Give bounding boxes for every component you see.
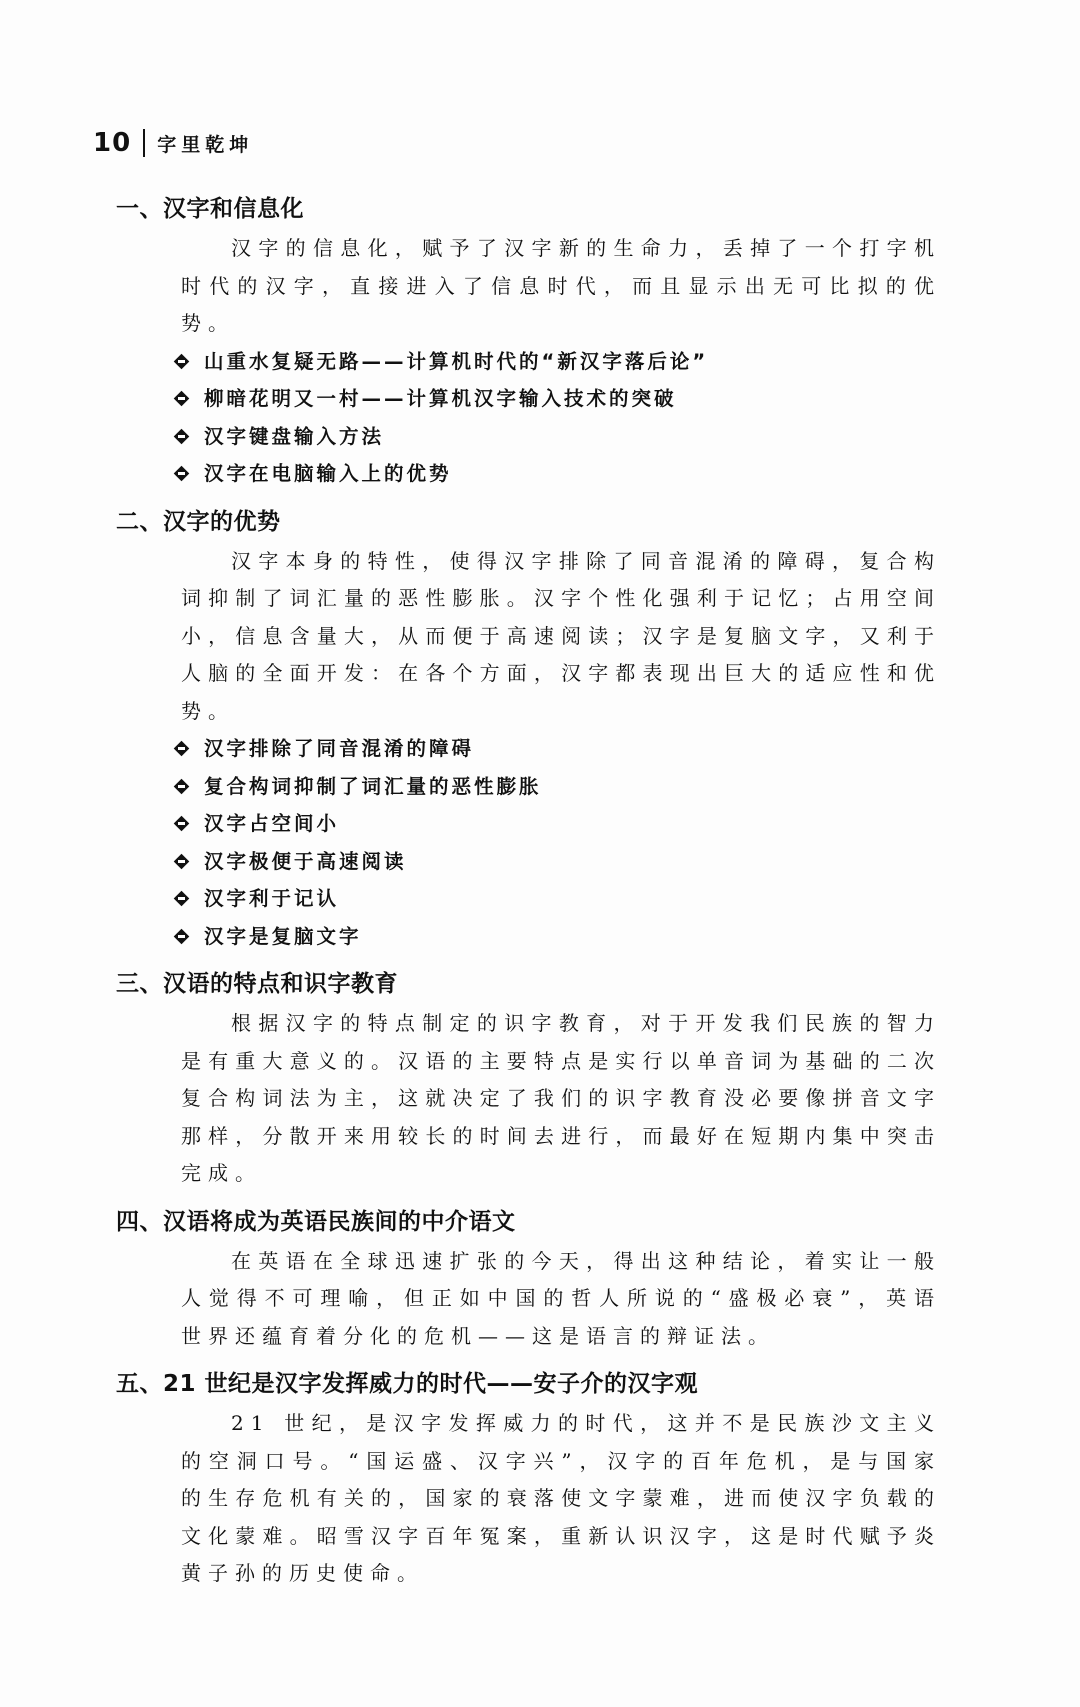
diamond-bullet-icon: [174, 391, 189, 406]
page-number: 10: [93, 128, 132, 158]
section-title: 五、21 世纪是汉字发挥威力的时代——安子介的汉字观: [116, 1371, 699, 1397]
section-paragraph: 在英语在全球迅速扩张的今天，得出这种结论，着实让一般人觉得不可理喻，但正如中国的哲人所说的“盛极必衰”，英语世界还蕴育着分化的危机——这是语言的辩证法。: [181, 1248, 941, 1348]
diamond-bullet-icon: [174, 466, 189, 481]
section-paragraph: 根据汉字的特点制定的识字教育，对于开发我们民族的智力是有重大意义的。汉语的主要特点是实行以单音词为基础的二次复合构词法为主，这就决定了我们的识字教育没必要像拼音文字那样，分散开来用较长的时间去进行，而最好在短期内集中突击完成。: [181, 1011, 941, 1185]
bullet-item: 汉字占空间小: [174, 805, 918, 843]
diamond-bullet-icon: [174, 741, 189, 756]
bullet-item: 汉字在电脑输入上的优势: [174, 455, 918, 493]
diamond-bullet-icon: [174, 854, 189, 869]
section-5: [116, 1367, 941, 1593]
bullet-item: 柳暗花明又一村——计算机汉字输入技术的突破: [174, 380, 918, 418]
bullet-list: [118, 343, 918, 493]
section-title: 三、汉语的特点和识字教育: [116, 971, 398, 997]
bullet-item: 汉字极便于高速阅读: [174, 843, 918, 881]
section-title: 一、汉字和信息化: [116, 196, 304, 222]
section-title: 二、汉字的优势: [116, 508, 281, 535]
diamond-bullet-icon: [174, 354, 189, 369]
diamond-bullet-icon: [174, 891, 189, 906]
book-title: 字里乾坤: [157, 133, 254, 156]
bullet-list: [118, 730, 918, 955]
diamond-bullet-icon: [174, 429, 189, 444]
diamond-bullet-icon: [174, 929, 189, 944]
section-paragraph: 汉字本身的特性，使得汉字排除了同音混淆的障碍，复合构词抑制了词汇量的恶性膨胀。汉字个性化强利于记忆；占用空间小，信息含量大，从而便于高速阅读；汉字是复脑文字，又利于人脑的全面开发：在各个方面，汉字都表现出巨大的适应性和优势。: [181, 548, 941, 723]
page-content: [116, 192, 941, 1605]
section-4: [116, 1205, 941, 1356]
section-paragraph: 汉字的信息化，赋予了汉字新的生命力，丢掉了一个打字机时代的汉字，直接进入了信息时代，而且显示出无可比拟的优势。: [181, 236, 941, 335]
section-1: [116, 192, 941, 493]
section-2: [116, 505, 941, 956]
bullet-item: 汉字排除了同音混淆的障碍: [174, 730, 918, 768]
bullet-item: 复合构词抑制了词汇量的恶性膨胀: [174, 768, 918, 806]
bullet-item: 汉字是复脑文字: [174, 918, 918, 956]
header-divider: [143, 129, 145, 157]
bullet-item: 汉字键盘输入方法: [174, 418, 918, 456]
bullet-item: 汉字利于记认: [174, 880, 918, 918]
section-paragraph: 21 世纪，是汉字发挥威力的时代，这并不是民族沙文主义的空洞口号。“国运盛、汉字兴”，汉字的百年危机，是与国家的生存危机有关的，国家的衰落使文字蒙难，进而使汉字负载的文化蒙难。昭雪汉字百年冤案，重新认识汉字，这是时代赋予炎黄子孙的历史使命。: [181, 1411, 941, 1585]
diamond-bullet-icon: [174, 779, 189, 794]
section-3: [116, 967, 941, 1193]
section-title: 四、汉语将成为英语民族间的中介语文: [116, 1208, 516, 1235]
bullet-item: 山重水复疑无路——计算机时代的“新汉字落后论”: [174, 343, 918, 381]
page-header: [93, 128, 253, 158]
diamond-bullet-icon: [174, 816, 189, 831]
